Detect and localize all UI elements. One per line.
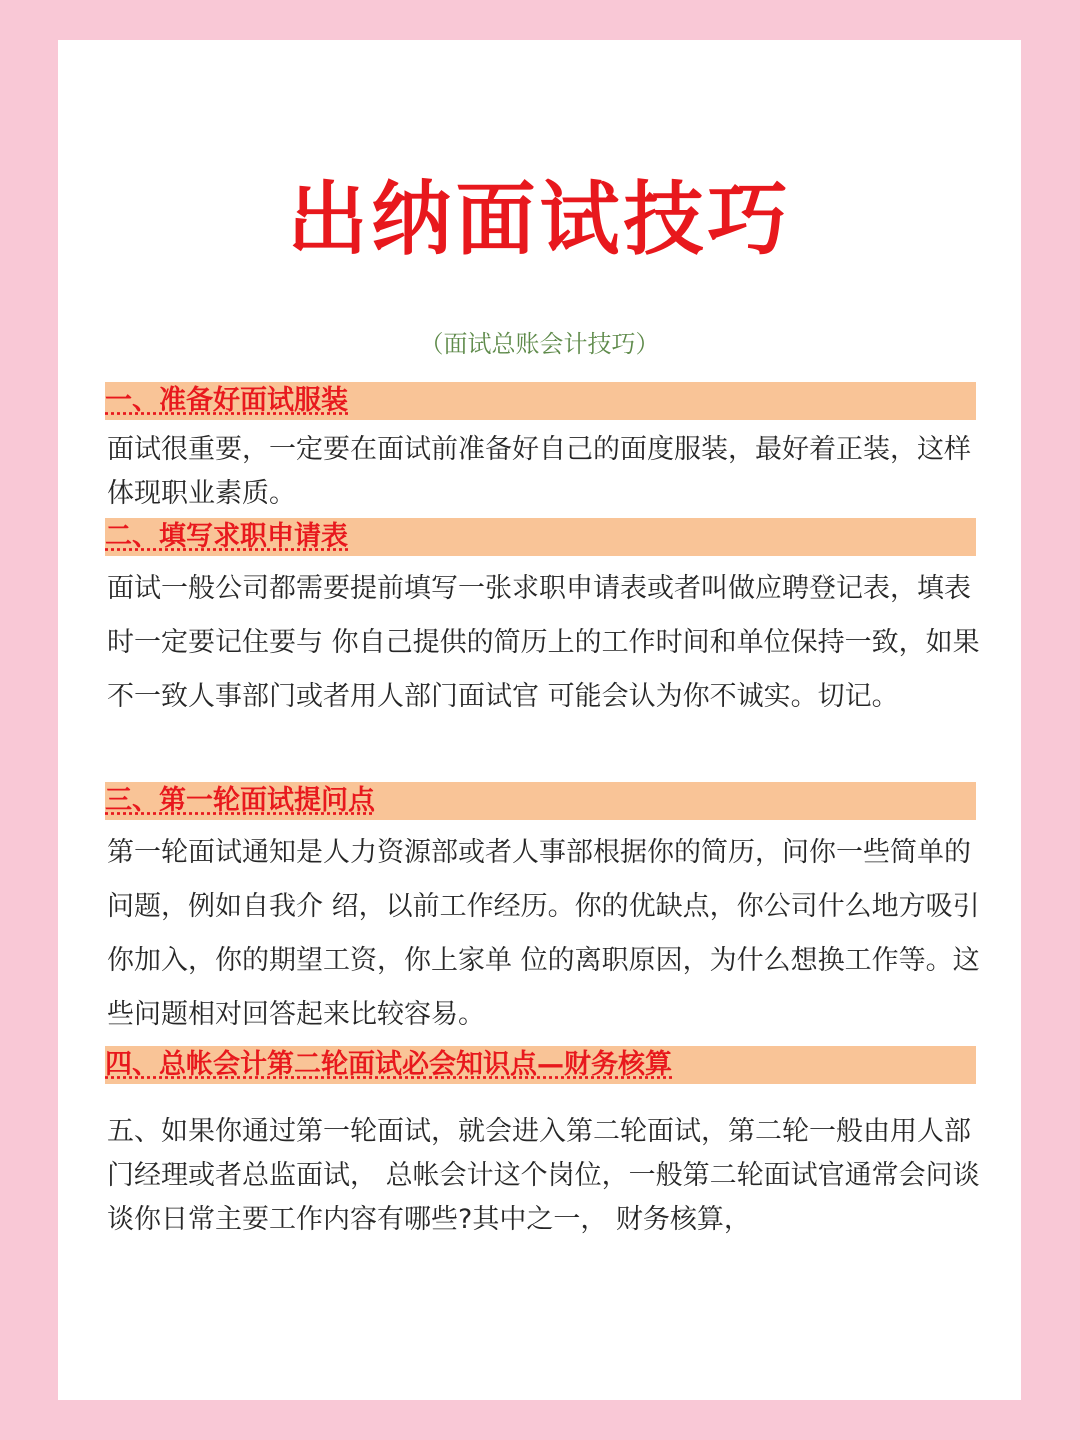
section-heading-bar-3	[105, 782, 976, 820]
section-heading-1: 一、准备好面试服装	[105, 385, 348, 416]
section-heading-3: 三、第一轮面试提问点	[105, 785, 375, 816]
section-heading-bar-2	[105, 518, 976, 556]
section-heading-4: 四、总帐会计第二轮面试必会知识点—财务核算	[105, 1049, 672, 1080]
section-heading-bar-1	[105, 382, 976, 420]
section-body-3: 第一轮面试通知是人力资源部或者人事部根据你的简历，问你一些简单的问题，例如自我介 绍，以前工作经历。你的优缺点，你公司什么地方吸引你加入，你的期望工资，你上家单 位的离职原因，为什么想换工作等。这些问题相对回答起来比较容易。	[107, 837, 980, 1030]
document-card	[58, 40, 1021, 1400]
section-body-1: 面试很重要，一定要在面试前准备好自己的面度服装，最好着正装，这样体现职业素质。	[107, 434, 971, 509]
section-body-2: 面试一般公司都需要提前填写一张求职申请表或者叫做应聘登记表，填表时一定要记住要与 你自己提供的简历上的工作时间和单位保持一致，如果不一致人事部门或者用人部门面试官 可能会认为你不诚实。切记。	[107, 573, 980, 712]
page-subtitle: （面试总账会计技巧）	[419, 330, 660, 358]
page-title: 出纳面试技巧	[287, 173, 792, 266]
section-body-5: 五、如果你通过第一轮面试，就会进入第二轮面试，第二轮一般由用人部门经理或者总监面试， 总帐会计这个岗位，一般第二轮面试官通常会问谈谈你日常主要工作内容有哪些?其中之一， 财务核算，	[107, 1116, 980, 1235]
section-heading-2: 二、填写求职申请表	[105, 521, 348, 552]
section-heading-bar-4	[105, 1046, 976, 1084]
